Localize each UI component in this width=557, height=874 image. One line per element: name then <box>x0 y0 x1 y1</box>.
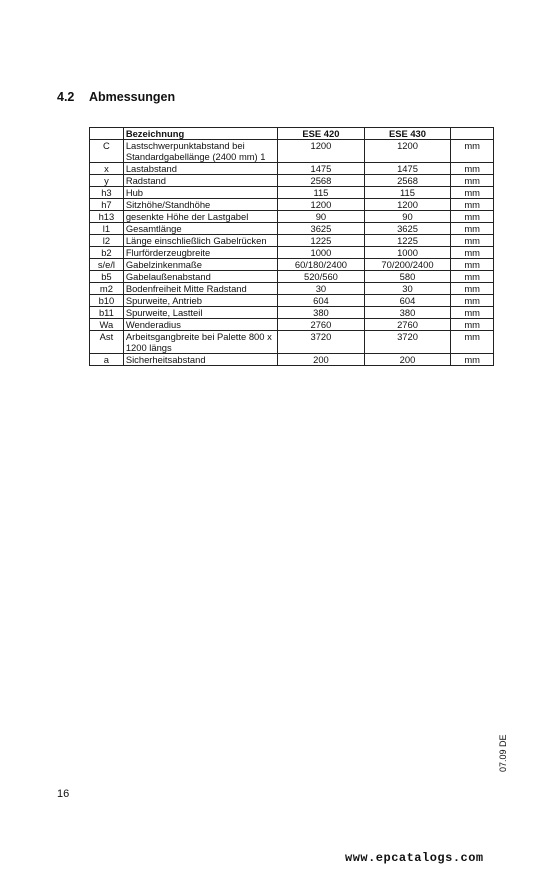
row-value-ese430: 30 <box>364 283 451 295</box>
row-value-ese430: 2760 <box>364 319 451 331</box>
header-symbol <box>90 128 124 140</box>
table-row <box>90 235 494 247</box>
row-value-ese430: 200 <box>364 354 451 366</box>
section-title: Abmessungen <box>89 90 176 104</box>
table-row <box>90 283 494 295</box>
row-symbol: Wa <box>90 319 124 331</box>
row-description: Bodenfreiheit Mitte Radstand <box>123 283 277 295</box>
row-unit: mm <box>451 271 494 283</box>
row-value-ese420: 90 <box>278 211 365 223</box>
row-value-ese420: 1475 <box>278 163 365 175</box>
table-row <box>90 307 494 319</box>
row-unit: mm <box>451 259 494 271</box>
table-row <box>90 319 494 331</box>
row-value-ese420: 200 <box>278 354 365 366</box>
table-row <box>90 354 494 366</box>
row-description: Lastschwerpunktabstand bei Standardgabellänge (2400 mm) 1 <box>123 140 277 163</box>
row-description: Radstand <box>123 175 277 187</box>
row-value-ese430: 3720 <box>364 331 451 354</box>
row-unit: mm <box>451 331 494 354</box>
row-value-ese420: 115 <box>278 187 365 199</box>
row-unit: mm <box>451 140 494 163</box>
row-value-ese430: 3625 <box>364 223 451 235</box>
row-unit: mm <box>451 175 494 187</box>
row-value-ese420: 380 <box>278 307 365 319</box>
document-version-code: 07.09 DE <box>498 734 508 772</box>
row-value-ese420: 1200 <box>278 140 365 163</box>
row-symbol: h3 <box>90 187 124 199</box>
header-unit <box>451 128 494 140</box>
table-row <box>90 259 494 271</box>
row-unit: mm <box>451 163 494 175</box>
table-row <box>90 295 494 307</box>
row-value-ese430: 70/200/2400 <box>364 259 451 271</box>
row-value-ese420: 3720 <box>278 331 365 354</box>
table-row <box>90 223 494 235</box>
row-symbol: C <box>90 140 124 163</box>
row-unit: mm <box>451 307 494 319</box>
row-value-ese420: 60/180/2400 <box>278 259 365 271</box>
row-value-ese430: 380 <box>364 307 451 319</box>
row-value-ese430: 1200 <box>364 199 451 211</box>
row-description: Gabelaußenabstand <box>123 271 277 283</box>
table-row <box>90 175 494 187</box>
row-value-ese420: 30 <box>278 283 365 295</box>
table-row <box>90 247 494 259</box>
row-symbol: l1 <box>90 223 124 235</box>
row-unit: mm <box>451 319 494 331</box>
row-description: Flurförderzeugbreite <box>123 247 277 259</box>
row-value-ese420: 2760 <box>278 319 365 331</box>
row-description: Wenderadius <box>123 319 277 331</box>
row-value-ese430: 90 <box>364 211 451 223</box>
row-unit: mm <box>451 247 494 259</box>
table-row <box>90 331 494 354</box>
row-value-ese430: 1225 <box>364 235 451 247</box>
row-value-ese420: 520/560 <box>278 271 365 283</box>
row-symbol: b2 <box>90 247 124 259</box>
table-row <box>90 199 494 211</box>
row-symbol: s/e/l <box>90 259 124 271</box>
row-unit: mm <box>451 223 494 235</box>
section-number: 4.2 <box>57 90 75 104</box>
row-symbol: m2 <box>90 283 124 295</box>
row-description: Gesamtlänge <box>123 223 277 235</box>
row-value-ese420: 604 <box>278 295 365 307</box>
row-symbol: h13 <box>90 211 124 223</box>
section-heading <box>57 90 175 104</box>
page-number: 16 <box>57 788 70 800</box>
row-unit: mm <box>451 211 494 223</box>
row-value-ese430: 1475 <box>364 163 451 175</box>
row-value-ese430: 115 <box>364 187 451 199</box>
row-value-ese420: 3625 <box>278 223 365 235</box>
row-description: Spurweite, Lastteil <box>123 307 277 319</box>
table-row <box>90 163 494 175</box>
row-description: Länge einschließlich Gabelrücken <box>123 235 277 247</box>
row-symbol: b5 <box>90 271 124 283</box>
header-ese430: ESE 430 <box>364 128 451 140</box>
header-ese420: ESE 420 <box>278 128 365 140</box>
row-unit: mm <box>451 295 494 307</box>
dimensions-table <box>89 127 494 366</box>
row-symbol: a <box>90 354 124 366</box>
header-description: Bezeichnung <box>123 128 277 140</box>
row-value-ese430: 604 <box>364 295 451 307</box>
table-row <box>90 187 494 199</box>
row-symbol: b10 <box>90 295 124 307</box>
table-header-row <box>90 128 494 140</box>
row-unit: mm <box>451 354 494 366</box>
row-value-ese430: 1200 <box>364 140 451 163</box>
row-unit: mm <box>451 235 494 247</box>
row-symbol: Ast <box>90 331 124 354</box>
row-description: Sitzhöhe/Standhöhe <box>123 199 277 211</box>
row-description: Hub <box>123 187 277 199</box>
row-description: Gabelzinkenmaße <box>123 259 277 271</box>
row-value-ese420: 2568 <box>278 175 365 187</box>
table-row <box>90 140 494 163</box>
row-description: Lastabstand <box>123 163 277 175</box>
row-value-ese420: 1225 <box>278 235 365 247</box>
row-description: Sicherheitsabstand <box>123 354 277 366</box>
table-row <box>90 271 494 283</box>
row-symbol: x <box>90 163 124 175</box>
row-symbol: b11 <box>90 307 124 319</box>
row-value-ese430: 2568 <box>364 175 451 187</box>
watermark-url: www.epcatalogs.com <box>345 851 484 865</box>
row-unit: mm <box>451 187 494 199</box>
row-value-ese430: 580 <box>364 271 451 283</box>
row-symbol: h7 <box>90 199 124 211</box>
row-value-ese420: 1200 <box>278 199 365 211</box>
row-symbol: l2 <box>90 235 124 247</box>
row-description: gesenkte Höhe der Lastgabel <box>123 211 277 223</box>
row-value-ese420: 1000 <box>278 247 365 259</box>
row-value-ese430: 1000 <box>364 247 451 259</box>
table-row <box>90 211 494 223</box>
row-symbol: y <box>90 175 124 187</box>
row-description: Spurweite, Antrieb <box>123 295 277 307</box>
row-unit: mm <box>451 199 494 211</box>
row-unit: mm <box>451 283 494 295</box>
row-description: Arbeitsgangbreite bei Palette 800 x 1200 längs <box>123 331 277 354</box>
